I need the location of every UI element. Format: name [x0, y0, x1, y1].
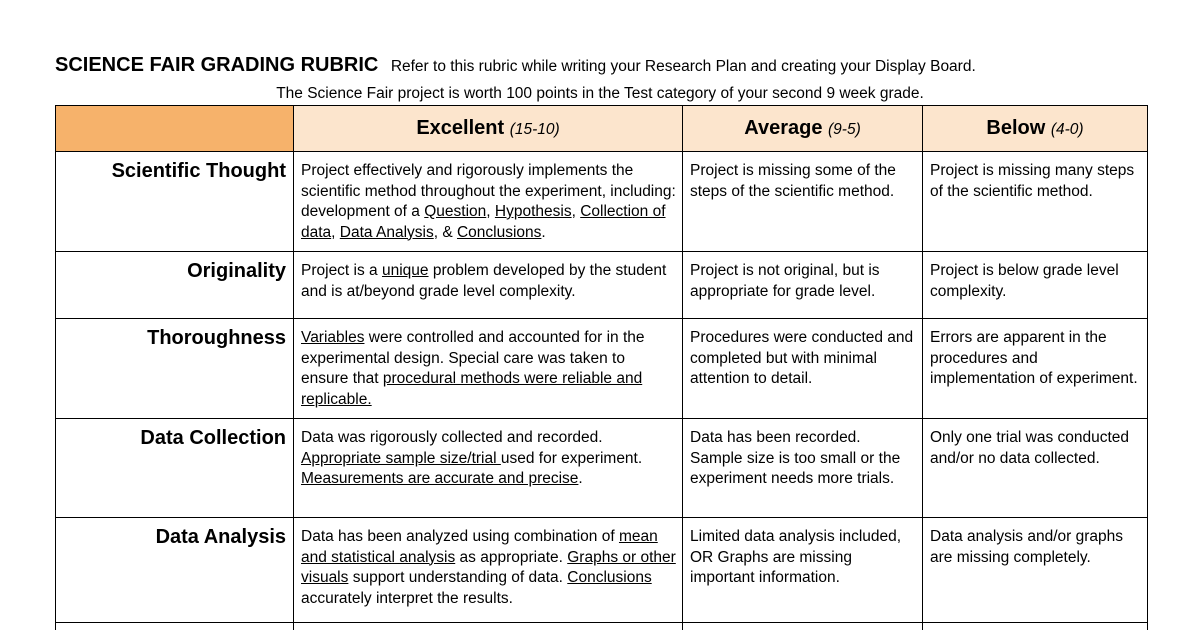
below-cell [923, 152, 1148, 252]
empty-cell [923, 623, 1148, 630]
average-cell [683, 152, 923, 252]
underlined-text: Collection of data [301, 203, 666, 241]
below-cell [923, 419, 1148, 518]
below-cell [923, 252, 1148, 319]
cell-text: support understanding of data. [348, 569, 568, 586]
rubric-row-partial [56, 623, 1148, 630]
column-label: Average [744, 117, 823, 139]
cell-text: Project is missing many steps of the scientific method. [930, 162, 1135, 200]
cell-text: , [571, 203, 581, 220]
column-label: Excellent [416, 117, 505, 139]
cell-text: . [541, 223, 546, 241]
below-cell [923, 518, 1148, 623]
average-cell [683, 518, 923, 623]
cell-text: Procedures were conducted and completed but with minimal attention to detail. [690, 329, 914, 387]
cell-text: problem developed by the student and is at/beyond grade level complexity. [301, 262, 667, 300]
excellent-cell [294, 319, 683, 419]
column-header-excellent [294, 106, 683, 152]
criterion-label: Data Collection [56, 419, 294, 518]
cell-text: Data has been recorded. Sample size is too small or the experiment needs more trials. [690, 429, 901, 487]
title-note: Refer to this rubric while writing your Research Plan and creating your Display Board. [390, 58, 976, 75]
cell-text: , [331, 223, 340, 241]
criterion-label: Data Analysis [56, 518, 294, 623]
cell-text: used for experiment. [500, 449, 643, 467]
cell-text: accurately interpret the results. [301, 589, 513, 607]
average-cell [683, 319, 923, 419]
cell-text: as appropriate. [455, 548, 568, 566]
excellent-cell [294, 518, 683, 623]
cell-text: , [486, 203, 495, 220]
rubric-row [56, 152, 1148, 252]
underlined-text: Measurements are accurate and precise [301, 470, 579, 487]
empty-cell [294, 623, 683, 630]
underlined-text: Graphs or other visuals [301, 548, 676, 586]
average-cell [683, 252, 923, 319]
average-cell [683, 419, 923, 518]
cell-text: Data analysis and/or graphs are missing completely. [930, 528, 1124, 566]
underlined-text: procedural methods were reliable and replicable. [301, 370, 643, 408]
column-label: Below [986, 117, 1046, 139]
cell-text: . [578, 470, 583, 487]
criterion-label: Thoroughness [56, 319, 294, 419]
criterion-label: Originality [56, 252, 294, 319]
title-line [55, 54, 976, 77]
rubric-row [56, 518, 1148, 623]
column-range: (4-0) [1050, 121, 1084, 138]
empty-cell [683, 623, 923, 630]
rubric-table [55, 105, 1148, 630]
page-subtitle: The Science Fair project is worth 100 points in the Test category of your second 9 week grade. [276, 85, 924, 102]
cell-text: Errors are apparent in the procedures and implementation of experiment. [930, 329, 1138, 387]
excellent-cell [294, 419, 683, 518]
column-range: (9-5) [828, 121, 861, 138]
underlined-text: Conclusions [456, 223, 542, 241]
cell-text: Project effectively and rigorously implements the scientific method throughout the experiment, including: development of a [301, 162, 676, 220]
cell-text: Project is below grade level complexity. [930, 262, 1119, 300]
rubric-row [56, 419, 1148, 518]
underlined-text: Question [424, 203, 487, 220]
underlined-text: unique [381, 262, 429, 279]
column-header-average [683, 106, 923, 152]
underlined-text: Hypothesis [494, 203, 572, 220]
cell-text: Data was rigorously collected and recorded. [301, 429, 603, 446]
cell-text: Project is missing some of the steps of the scientific method. [690, 162, 896, 200]
cell-text: Project is not original, but is appropriate for grade level. [690, 262, 880, 300]
cell-text: Limited data analysis included, OR Graphs are missing important information. [690, 528, 902, 586]
below-cell [923, 319, 1148, 419]
underlined-text: Conclusions [567, 569, 652, 586]
cell-text: , & [433, 223, 457, 241]
page-title: SCIENCE FAIR GRADING RUBRIC [55, 54, 379, 76]
cell-text: Project is a [301, 262, 382, 279]
corner-cell [56, 106, 294, 152]
column-range: (15-10) [509, 121, 560, 138]
cell-text: Data has been analyzed using combination of [301, 528, 619, 545]
underlined-text: Variables [301, 329, 365, 346]
excellent-cell [294, 252, 683, 319]
excellent-cell [294, 152, 683, 252]
empty-cell [56, 623, 294, 630]
underlined-text: mean and statistical analysis [301, 528, 658, 566]
criterion-label: Scientific Thought [56, 152, 294, 252]
cell-text: Only one trial was conducted and/or no data collected. [930, 429, 1130, 467]
header-row [56, 106, 1148, 152]
cell-text: were controlled and accounted for in the experimental design. Special care was taken to ensure that [301, 329, 645, 387]
rubric-row [56, 319, 1148, 419]
underlined-text: Appropriate sample size/trial [301, 449, 501, 467]
column-header-below [923, 106, 1148, 152]
rubric-row [56, 252, 1148, 319]
underlined-text: Data Analysis [339, 223, 434, 241]
